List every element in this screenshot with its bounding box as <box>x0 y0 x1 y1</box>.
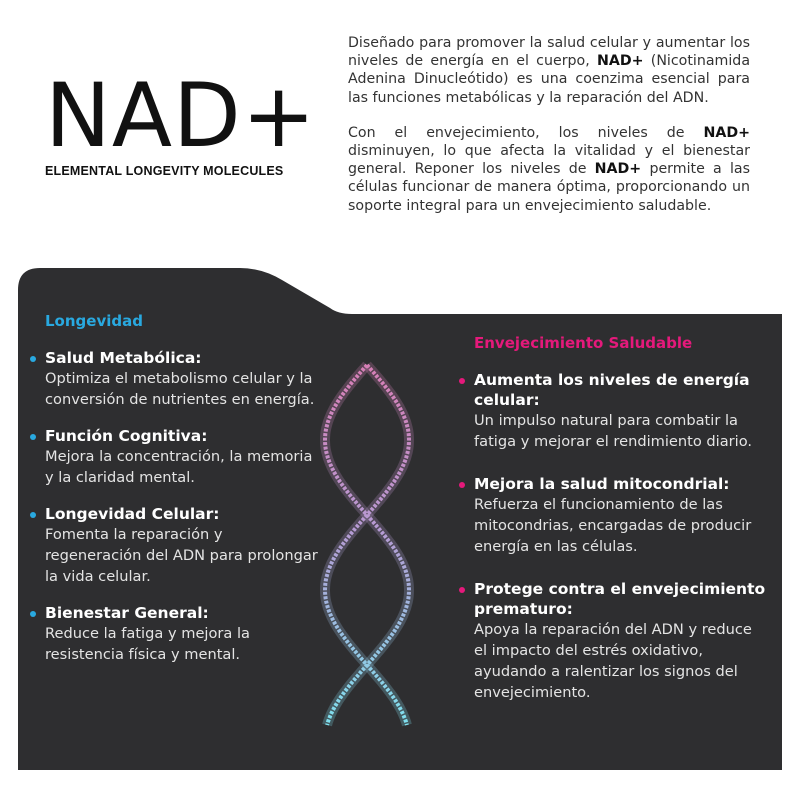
item-title: Salud Metabólica: <box>45 349 202 367</box>
list-item <box>30 348 320 410</box>
item-title: Bienestar General: <box>45 604 209 622</box>
brand-logo: NAD+ <box>45 64 317 167</box>
dot-icon <box>459 482 465 488</box>
item-title: Aumenta los niveles de energía celular: <box>474 371 750 409</box>
longevity-section <box>30 312 320 681</box>
list-item <box>459 370 769 452</box>
list-item <box>459 579 769 703</box>
healthy-aging-title: Envejecimiento Saludable <box>474 334 693 352</box>
item-description: Optimiza el metabolismo celular y la conversión de nutrientes en energía. <box>45 370 315 408</box>
list-item <box>30 504 320 587</box>
dot-icon <box>459 378 465 384</box>
item-title: Mejora la salud mitocondrial: <box>474 475 730 493</box>
longevity-title: Longevidad <box>45 312 143 330</box>
item-title: Función Cognitiva: <box>45 427 208 445</box>
brand-tagline: ELEMENTAL LONGEVITY MOLECULES <box>45 164 284 178</box>
dna-helix-icon <box>300 355 435 740</box>
item-description: Apoya la reparación del ADN y reduce el impacto del estrés oxidativo, ayudando a ralentizar los signos del envejecimiento. <box>474 621 752 701</box>
intro-paragraph-1: Diseñado para promover la salud celular y aumentar los niveles de energía en el cuerpo, NAD+ (Nicotinamida Adenina Dinucleótido) es una coenzima esencial para las funciones metabólicas y la reparación del ADN. <box>348 35 751 106</box>
item-description: Refuerza el funcionamiento de las mitocondrias, encargadas de producir energía en las células. <box>474 496 752 555</box>
dot-icon <box>30 512 36 518</box>
dot-icon <box>30 434 36 440</box>
item-description: Un impulso natural para combatir la fatiga y mejorar el rendimiento diario. <box>474 412 753 450</box>
item-description: Fomenta la reparación y regeneración del ADN para prolongar la vida celular. <box>45 526 318 585</box>
list-item <box>30 603 320 665</box>
item-description: Mejora la concentración, la memoria y la claridad mental. <box>45 448 313 486</box>
item-title: Protege contra el envejecimiento prematuro: <box>474 580 766 618</box>
healthy-aging-section <box>459 334 769 725</box>
item-title: Longevidad Celular: <box>45 505 220 523</box>
list-item <box>30 426 320 488</box>
list-item <box>459 474 769 557</box>
dot-icon <box>30 611 36 617</box>
dot-icon <box>459 587 465 593</box>
intro-text <box>348 34 750 232</box>
brand-block <box>45 64 335 178</box>
dot-icon <box>30 356 36 362</box>
intro-paragraph-2: Con el envejecimiento, los niveles de NAD+ disminuyen, lo que afecta la vitalidad y el bienestar general. Reponer los niveles de NAD+ permite a las células funcionar de manera óptima, proporcionando un soporte integral para un envejecimiento saludable. <box>348 124 750 214</box>
item-description: Reduce la fatiga y mejora la resistencia física y mental. <box>45 625 250 663</box>
